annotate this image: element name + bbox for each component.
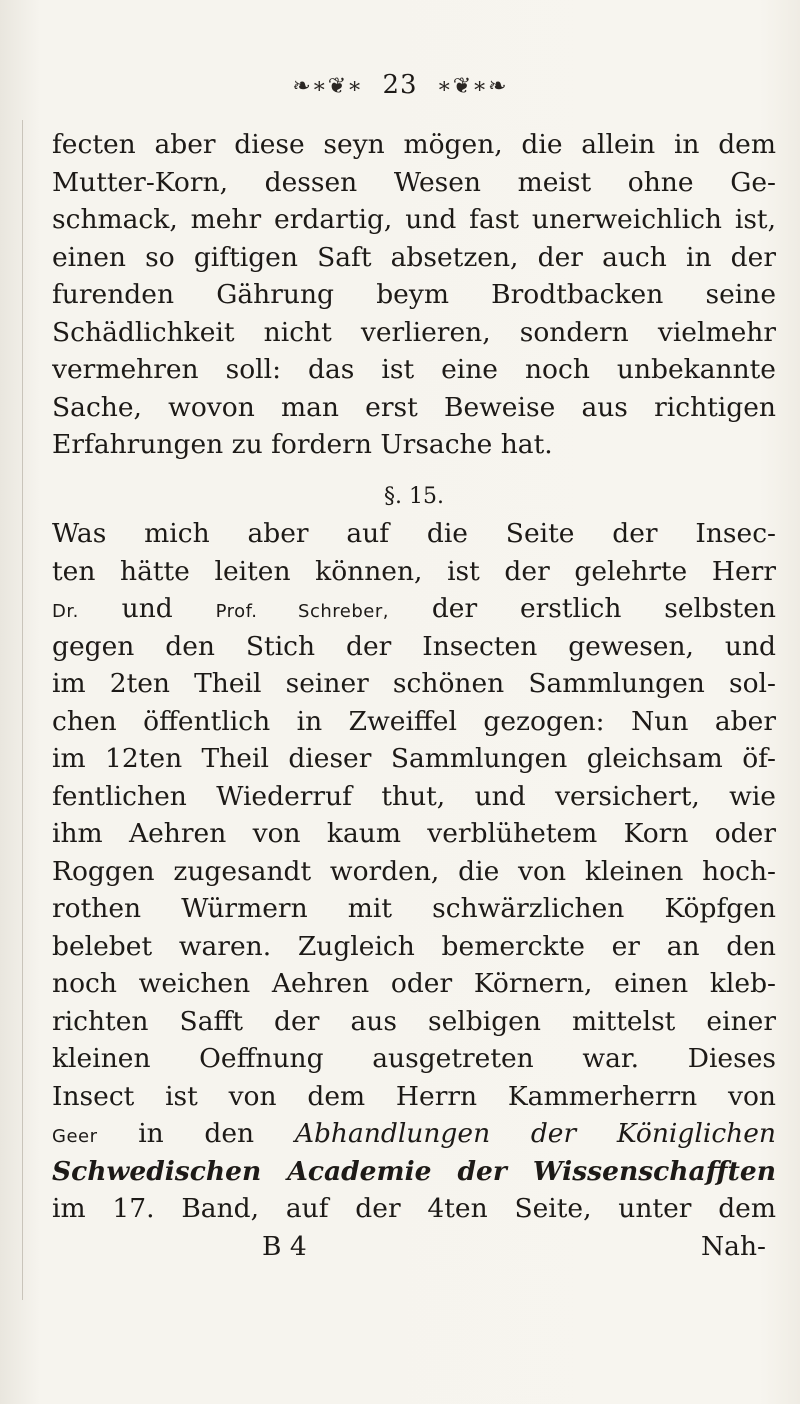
- text-line: im 12ten Theil dieser Sammlungen gleichsam öf-: [52, 743, 776, 774]
- page-number: 23: [382, 70, 418, 100]
- text-line: im 2ten Theil seiner schönen Sammlungen sol-: [52, 668, 776, 699]
- words-in-den: in den: [138, 1118, 255, 1149]
- text-line: Sache, wovon man erst Beweise aus richtigen: [52, 391, 776, 423]
- text-line-geer: [52, 1115, 776, 1153]
- text-line: einen so giftigen Saft absetzen, der auch in der: [52, 241, 776, 273]
- text-line: im 17. Band, auf der 4ten Seite, unter dem: [52, 1193, 776, 1224]
- text-line: Erfahrungen zu fordern Ursache hat.: [52, 429, 553, 460]
- name-geer: Geer: [52, 1126, 98, 1147]
- text-line: Was mich aber auf die Seite der Insec-: [52, 518, 776, 549]
- binding-edge: [22, 120, 23, 1300]
- text-line: furenden Gährung beym Brodtbacken seine: [52, 279, 776, 310]
- word-und: und: [121, 593, 173, 624]
- text-line: Insect ist von dem Herrn Kammerherrn von: [52, 1080, 776, 1112]
- name-prof-schreber: Prof. Schreber,: [215, 601, 389, 622]
- text-line: rothen Würmern mit schwärzlichen Köpfgen: [52, 893, 776, 924]
- text-line: richten Safft der aus selbigen mittelst einer: [52, 1005, 776, 1037]
- text-line: fentlichen Wiederruf thut, und versichert, wie: [52, 780, 776, 812]
- text-line: kleinen Oeffnung ausgetreten war. Dieses: [52, 1043, 776, 1074]
- page-header: [0, 70, 800, 100]
- text-line: Mutter-Korn, dessen Wesen meist ohne Ge-: [52, 166, 776, 198]
- title-dr: Dr.: [52, 601, 79, 622]
- section-heading: §. 15.: [384, 483, 444, 509]
- text-line: ten hätte leiten können, ist der gelehrte Herr: [52, 555, 776, 587]
- text-line: vermehren soll: das ist eine noch unbekannte: [52, 354, 776, 385]
- catchline: [52, 1228, 776, 1266]
- text-line: belebet waren. Zugleich bemerckte er an den: [52, 930, 776, 962]
- text-line: fecten aber diese seyn mögen, die allein in dem: [52, 129, 776, 160]
- title-abhandlungen: Abhandlungen der Königlichen: [294, 1118, 776, 1149]
- text-line: ihm Aehren von kaum verblühetem Korn oder: [52, 818, 776, 849]
- ornament-left: ❧∗❦∗: [292, 74, 364, 99]
- title-academy: Schwedischen Academie der Wissenschafften: [52, 1155, 776, 1187]
- text-line: gegen den Stich der Insecten gewesen, und: [52, 630, 776, 662]
- text-line: schmack, mehr erdartig, und fast unerweichlich ist,: [52, 204, 776, 235]
- signature-mark: B 4: [262, 1230, 307, 1262]
- text-line: Schädlichkeit nicht verlieren, sondern vielmehr: [52, 316, 776, 348]
- body-text: [52, 126, 776, 1265]
- text-line: Roggen zugesandt worden, die von kleinen hoch-: [52, 855, 776, 887]
- text-line-dr: [52, 590, 776, 628]
- text-line: noch weichen Aehren oder Körnern, einen kleb-: [52, 968, 776, 999]
- text-line: chen öffentlich in Zweiffel gezogen: Nun aber: [52, 705, 776, 737]
- ornament-right: ∗❦∗❧: [436, 74, 508, 99]
- catchword: Nah-: [700, 1230, 766, 1262]
- line-rest: der erstlich selbsten: [431, 593, 776, 624]
